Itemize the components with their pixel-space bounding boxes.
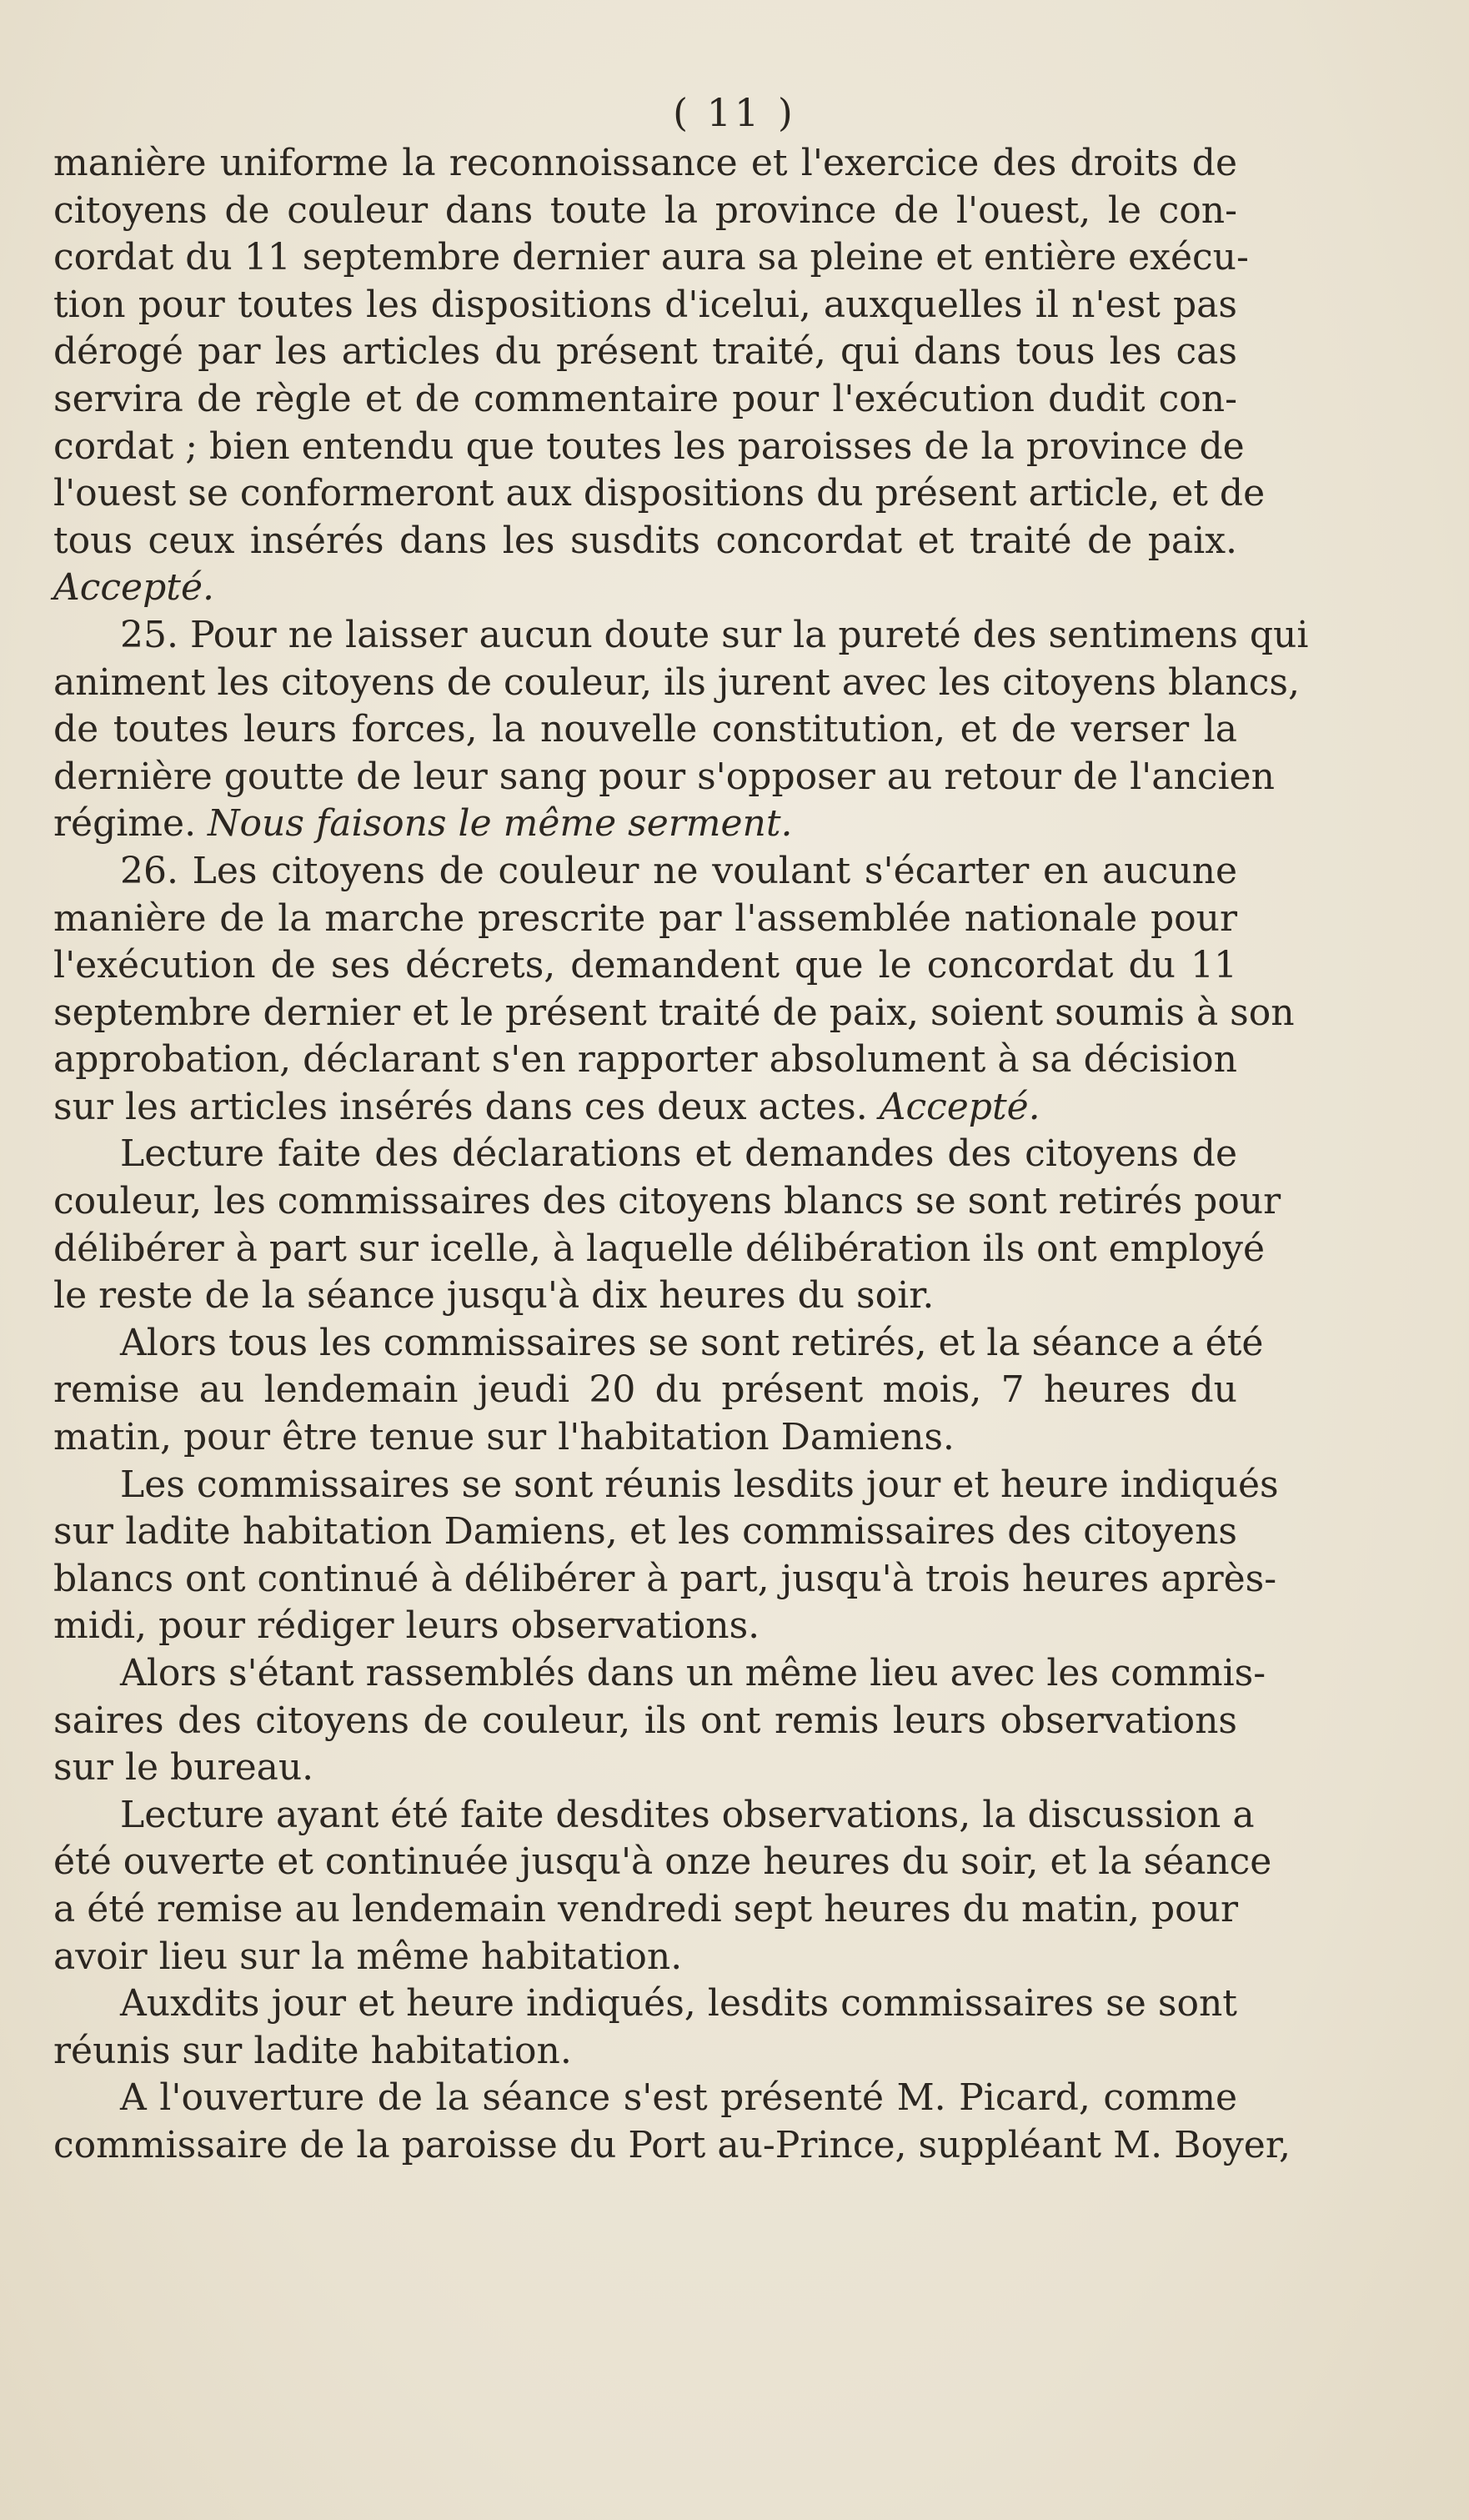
text-line-content: 25. Pour ne laisser aucun doute sur la pureté des sentimens qui [120, 613, 1309, 656]
text-line-content: dérogé par les articles du présent traité, qui dans tous les cas [53, 330, 1237, 374]
text-line-content: midi, pour rédiger leurs observations. [53, 1604, 760, 1648]
text-line-content: saires des citoyens de couleur, ils ont remis leurs observations [53, 1699, 1237, 1742]
text-line-content: l'ouest se conformeront aux dispositions du présent article, et de [53, 472, 1266, 515]
text-line [53, 565, 1237, 612]
text-line [53, 660, 1300, 707]
text-line [53, 942, 1237, 990]
text-line [53, 2122, 1291, 2170]
text-line [53, 1178, 1281, 1226]
italic-text: Accepté. [879, 1085, 1040, 1128]
text-line [53, 376, 1237, 424]
text-line [53, 1839, 1272, 1886]
text-line-content: septembre dernier et le présent traité de paix, soient soumis à son [53, 991, 1295, 1034]
text-line [53, 1744, 1237, 1792]
text-line-content: approbation, déclarant s'en rapporter absolument à sa décision [53, 1038, 1237, 1082]
text-line [53, 234, 1249, 282]
text-line-content: 26. Les citoyens de couleur ne voulant s'écarter en aucune [120, 849, 1237, 892]
text-line-content: matin, pour être tenue sur l'habitation Damiens. [53, 1416, 955, 1459]
text-line-content: blancs ont continué à délibérer à part, jusqu'à trois heures après- [53, 1557, 1277, 1600]
text-line [53, 1603, 1237, 1650]
text-line-content: sur les articles insérés dans ces deux actes. [53, 1085, 880, 1128]
text-line [53, 801, 1237, 848]
text-line [53, 1934, 1237, 1981]
text-line [53, 188, 1237, 235]
text-line-content: cordat ; bien entendu que toutes les paroisses de la province de [53, 424, 1245, 468]
text-line-content: dernière goutte de leur sang pour s'opposer au retour de l'ancien [53, 755, 1275, 798]
text-line [53, 1084, 1237, 1132]
text-line [53, 1131, 1237, 1178]
text-line [53, 754, 1275, 801]
text-line-content: tous ceux insérés dans les susdits concordat et traité de paix. [53, 519, 1237, 562]
italic-text: Nous faisons le même serment. [208, 802, 793, 846]
text-line-content: couleur, les commissaires des citoyens blancs se sont retirés pour [53, 1180, 1281, 1223]
text-line-content: remise au lendemain jeudi 20 du présent mois, 7 heures du [53, 1368, 1237, 1412]
text-line-content: Lecture faite des déclarations et demandes des citoyens de [120, 1132, 1237, 1176]
text-line [53, 1556, 1277, 1604]
text-line [53, 706, 1237, 754]
text-line [53, 1367, 1237, 1414]
text-line [53, 1320, 1264, 1368]
text-line-content: de toutes leurs forces, la nouvelle constitution, et de verser la [53, 708, 1237, 751]
text-line-content: avoir lieu sur la même habitation. [53, 1935, 683, 1978]
text-line [53, 1037, 1237, 1084]
text-line-content: Alors tous les commissaires se sont retirés, et la séance a été [120, 1321, 1264, 1364]
text-line [53, 470, 1266, 518]
text-line-content: cordat du 11 septembre dernier aura sa pleine et entière exécu- [53, 236, 1249, 279]
text-line-content: régime. [53, 802, 208, 846]
text-line [53, 282, 1237, 329]
text-line [53, 1273, 1237, 1320]
text-line-content: citoyens de couleur dans toute la province de l'ouest, le con- [53, 188, 1237, 232]
text-line [53, 518, 1237, 565]
text-line-content: commissaire de la paroisse du Port au-Prince, suppléant M. Boyer, [53, 2123, 1291, 2166]
body-text [53, 140, 1309, 2170]
italic-text: Accepté. [53, 566, 214, 610]
text-line-content: le reste de la séance jusqu'à dix heures du soir. [53, 1274, 935, 1318]
text-line-content: manière de la marche prescrite par l'assemblée nationale pour [53, 896, 1237, 940]
text-line [53, 2075, 1237, 2122]
text-line [53, 1980, 1237, 2028]
text-line-content: sur ladite habitation Damiens, et les commissaires des citoyens [53, 1510, 1237, 1554]
page-number: ( 11 ) [673, 90, 796, 135]
text-line-content: tion pour toutes les dispositions d'icelui, auxquelles il n'est pas [53, 283, 1237, 326]
text-line [53, 329, 1237, 376]
text-line [53, 1226, 1266, 1273]
text-line-content: Auxdits jour et heure indiqués, lesdits commissaires se sont [120, 1982, 1237, 2026]
text-line-content: l'exécution de ses décrets, demandent que le concordat du 11 [53, 944, 1237, 987]
text-line-content: A l'ouverture de la séance s'est présenté M. Picard, comme [120, 2076, 1237, 2120]
text-line-content: Lecture ayant été faite desdites observations, la discussion a [120, 1793, 1255, 1836]
text-line-content: réunis sur ladite habitation. [53, 2029, 572, 2072]
text-line [53, 1414, 1237, 1462]
text-line [53, 1792, 1255, 1840]
text-line-content: Alors s'étant rassemblés dans un même lieu avec les commis- [120, 1652, 1266, 1694]
text-line [53, 424, 1245, 471]
text-line-content: délibérer à part sur icelle, à laquelle délibération ils ont employé [53, 1227, 1266, 1270]
text-line [53, 1886, 1237, 1934]
text-line-content: servira de règle et de commentaire pour l'exécution dudit con- [53, 377, 1237, 420]
text-line [53, 990, 1295, 1037]
text-line [53, 140, 1237, 188]
text-line-content: été ouverte et continuée jusqu'à onze heures du soir, et la séance [53, 1840, 1272, 1884]
text-line [53, 848, 1237, 896]
text-line [53, 1462, 1279, 1509]
text-line-content: animent les citoyens de couleur, ils jurent avec les citoyens blancs, [53, 660, 1300, 704]
text-line-content: manière uniforme la reconnoissance et l'exercice des droits de [53, 142, 1237, 184]
text-line [53, 1698, 1237, 1745]
text-line [53, 1508, 1237, 1556]
text-line-content: Les commissaires se sont réunis lesdits jour et heure indiqués [120, 1463, 1279, 1506]
text-line [53, 1650, 1266, 1698]
text-line [53, 896, 1237, 943]
text-line [53, 2028, 1237, 2076]
text-line-content: sur le bureau. [53, 1746, 314, 1790]
text-line-content: a été remise au lendemain vendredi sept heures du matin, pour [53, 1887, 1239, 1930]
text-line [53, 612, 1309, 660]
